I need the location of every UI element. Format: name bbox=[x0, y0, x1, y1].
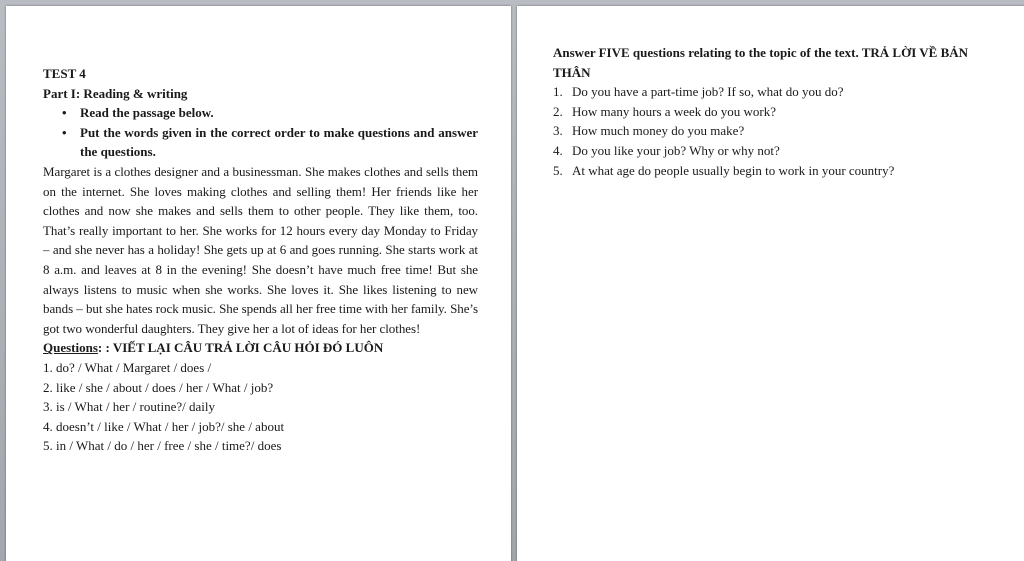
personal-question bbox=[553, 121, 1003, 141]
question-text: At what age do people usually begin to work in your country? bbox=[572, 162, 895, 178]
answer-heading: Answer FIVE questions relating to the topic of the text. TRẢ LỜI VỀ BẢN THÂN bbox=[553, 45, 969, 80]
question-line: 1. do? / What / Margaret / does / bbox=[43, 359, 212, 375]
page-2-content bbox=[553, 43, 1003, 180]
personal-question bbox=[553, 141, 1003, 161]
questions-label: Questions bbox=[43, 340, 98, 356]
question-number: 3. bbox=[553, 123, 563, 139]
document-page-2 bbox=[517, 6, 1024, 561]
instruction-item: • Read the passage below. bbox=[43, 103, 478, 123]
question-line: 5. in / What / do / her / free / she / time?/ does bbox=[43, 438, 282, 454]
instruction-item: • Put the words given in the correct order to make questions and answer the questions. bbox=[43, 123, 478, 162]
question-number: 4. bbox=[553, 142, 563, 158]
personal-question-list bbox=[553, 82, 1003, 180]
question-number: 1. bbox=[553, 84, 563, 100]
personal-question bbox=[553, 102, 1003, 122]
question-line: 4. doesn’t / like / What / her / job?/ she / about bbox=[43, 418, 285, 434]
reading-passage: Margaret is a clothes designer and a businessman. She makes clothes and sells them on the internet. She loves making clothes and selling them! Her friends like her clothes and now she makes and sells them to other people. They like them, too. That’s really important to her. She works for 12 hours every day Monday to Friday – and she never has a holiday! She gets up at 6 and goes running. She starts work at 8 a.m. and leaves at 8 in the evening! She doesn’t have much free time! But she always listens to music when she works. She loves it. She likes listening to new bands – but she hates rock music. She spends all her free time with her family. She’s got two wonderful daughters. They give her a lot of ideas for her clothes! bbox=[43, 163, 478, 336]
question-line: 3. is / What / her / routine?/ daily bbox=[43, 399, 215, 415]
personal-question bbox=[553, 82, 1003, 102]
question-text: Do you have a part-time job? If so, what do you do? bbox=[572, 84, 844, 100]
question-number: 2. bbox=[553, 103, 563, 119]
question-text: How much money do you make? bbox=[572, 123, 745, 139]
question-number: 5. bbox=[553, 162, 563, 178]
part-title: Part I: Reading & writing bbox=[43, 85, 188, 101]
test-title: TEST 4 bbox=[43, 66, 86, 81]
questions-heading bbox=[43, 338, 478, 358]
document-page-1 bbox=[6, 6, 511, 561]
questions-instruction: : : VIẾT LẠI CÂU TRẢ LỜI CÂU HỎI ĐÓ LUÔN bbox=[97, 340, 384, 356]
question-text: Do you like your job? Why or why not? bbox=[572, 142, 780, 158]
instruction-list bbox=[43, 103, 478, 162]
question-text: How many hours a week do you work? bbox=[572, 103, 776, 119]
question-line: 2. like / she / about / does / her / What / job? bbox=[43, 379, 274, 395]
personal-question bbox=[553, 161, 1003, 181]
page-1-content bbox=[43, 64, 478, 456]
